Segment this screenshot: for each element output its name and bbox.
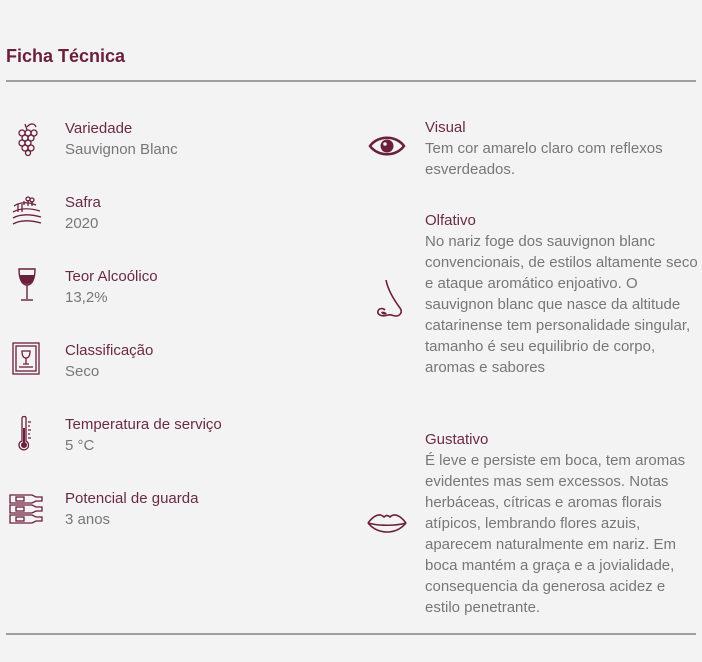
spec-label: Classificação [65, 342, 154, 359]
spec-vintage [0, 192, 360, 242]
spec-classification [0, 340, 360, 390]
spec-label: Variedade [65, 120, 133, 137]
vineyard-icon [8, 192, 46, 230]
eye-icon [364, 127, 410, 167]
spec-aging [0, 488, 360, 538]
spec-value: 5 °C [65, 437, 95, 454]
spec-label: Safra [65, 194, 101, 211]
tasting-label: Olfativo [425, 212, 476, 229]
section-title: Ficha Técnica [6, 46, 126, 66]
grape-icon [8, 118, 46, 156]
spec-value: Sauvignon Blanc [65, 141, 178, 158]
nose-icon [364, 278, 410, 318]
top-divider [6, 80, 696, 82]
thermometer-icon [8, 414, 46, 452]
spec-alcohol [0, 266, 360, 316]
spec-value: 3 anos [65, 511, 111, 528]
wine-glass-icon [8, 266, 46, 304]
spec-temperature [0, 414, 360, 464]
spec-value: Seco [65, 363, 100, 380]
tasting-text: É leve e persiste em boca, tem aromas evidentes mas sem excessos. Notas herbáceas, cítricas e aromas florais atípicos, lembrando flores azuis, aparecem naturalmente em nariz. Em boca mantém a graça e a jovialidade, consequencia da generosa acidez e estilo penetrante. [425, 452, 686, 616]
wine-label-icon [8, 340, 46, 378]
spec-value: 2020 [65, 215, 99, 232]
tasting-label: Visual [425, 119, 466, 136]
spec-variety [0, 118, 360, 168]
spec-value: 13,2% [65, 289, 108, 306]
tasting-text: Tem cor amarelo claro com reflexos esverdeados. [425, 140, 663, 178]
lips-icon [364, 503, 410, 543]
bottom-divider [6, 633, 696, 635]
spec-label: Potencial de guarda [65, 490, 199, 507]
tasting-label: Gustativo [425, 431, 489, 448]
tasting-text: No nariz foge dos sauvignon blanc convencionais, de estilos altamente seco e ataque aromático enjoativo. O sauvignon blanc que nasce da altitude catarinense tem personalidade singular, tamanho é seu equilibrio de corpo, aromas e sabores [425, 233, 698, 376]
spec-label: Teor Alcoólico [65, 268, 158, 285]
spec-label: Temperatura de serviço [65, 416, 222, 433]
wine-bottles-icon [8, 488, 46, 526]
